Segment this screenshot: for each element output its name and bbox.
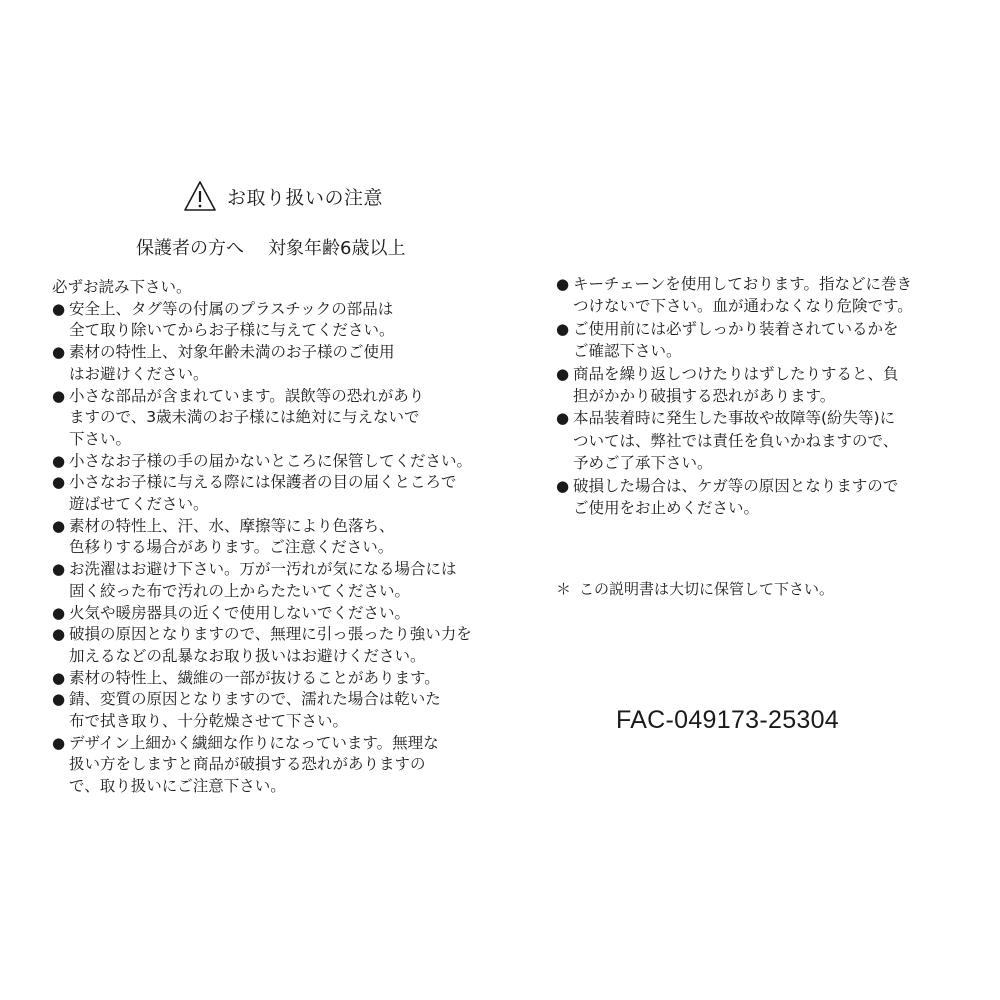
right-item-text: 破損した場合は、ケガ等の原因となりますので ご使用をお止めください。 (573, 476, 899, 518)
left-item (52, 472, 482, 515)
bullet-icon: ● (52, 690, 66, 709)
notice-title: お取り扱いの注意 (227, 186, 384, 209)
bullet-icon: ● (556, 319, 570, 338)
left-item (52, 342, 482, 385)
left-item-text: 安全上、タグ等の付属のプラスチックの部品は 全て取り除いてからお子様に与えてください。 (69, 299, 395, 340)
bullet-icon: ● (556, 275, 570, 293)
right-item-text: 本品装着時に発生した事故や故障等(紛失等)に ついては、弊社では責任を負いかねますので、 予めご了承下さい。 (573, 409, 899, 473)
left-item-text: 素材の特性上、繊維の一部が抜けることがあります。 (69, 668, 440, 687)
left-item (52, 624, 482, 667)
left-item (52, 689, 482, 732)
left-item (52, 516, 482, 559)
left-item-text: 素材の特性上、汗、水、摩擦等により色落ち、 色移りする場合があります。ご注意ください。 (69, 516, 395, 557)
left-item-text: 小さな部品が含まれています。誤飲等の恐れがあり ますので、3歳未満のお子様には絶対に与えないで 下さい。 (69, 386, 425, 448)
left-item (52, 733, 482, 798)
right-item (556, 407, 936, 474)
left-item-text: 破損の原因となりますので、無理に引っ張ったり強い力を 加えるなどの乱暴なお取り扱いはお避けください。 (69, 625, 472, 665)
left-item (52, 603, 482, 625)
right-item-text: キーチェーンを使用しております。指などに巻き つけないで下さい。血が通わなくなり危険です。 (573, 275, 913, 316)
left-item-text: 小さなお子様に与える際には保護者の目の届くところで 遊ばせてください。 (69, 473, 457, 514)
footnote-mark: ＊ (556, 580, 572, 598)
product-code: FAC-049173-25304 (616, 706, 840, 734)
left-item (52, 299, 482, 342)
left-item-text: 錆、変質の原因となりますので、濡れた場合は乾いた 布で拭き取り、十分乾燥させて下さい。 (69, 690, 441, 731)
audience-line (136, 234, 405, 260)
right-item (556, 318, 936, 363)
bullet-icon: ● (52, 299, 66, 318)
left-item (52, 559, 482, 602)
left-item-text: お洗濯はお避け下さい。万が一汚れが気になる場合には 固く絞った布で汚れの上からたたいてください。 (69, 560, 457, 600)
bullet-icon: ● (556, 409, 570, 428)
bullet-icon: ● (52, 668, 66, 687)
age-label: 対象年齢6歳以上 (268, 238, 406, 259)
left-item (52, 386, 482, 451)
bullet-icon: ● (52, 603, 66, 622)
right-item-text: 商品を繰り返しつけたりはずしたりすると、負 担がかかり破損する恐れがあります。 (573, 364, 899, 406)
left-column (52, 277, 482, 798)
bullet-icon: ● (52, 625, 66, 644)
bullet-icon: ● (52, 451, 66, 470)
bullet-icon: ● (52, 516, 66, 535)
bullet-icon: ● (52, 473, 66, 492)
footnote (556, 578, 834, 599)
bullet-icon: ● (52, 343, 66, 362)
bullet-icon: ● (52, 386, 66, 405)
left-item-text: デザイン上細かく繊細な作りになっています。無理な 扱い方をしますと商品が破損する恐れがありますの で、取り扱いにご注意下さい。 (69, 733, 439, 796)
left-item-text: 小さなお子様の手の届かないところに保管してください。 (69, 451, 473, 470)
left-item (52, 668, 482, 690)
notice-header (183, 180, 383, 212)
right-item-list (556, 273, 936, 519)
footnote-text: この説明書は大切に保管して下さい。 (579, 580, 835, 598)
right-item (556, 273, 936, 318)
right-item (556, 363, 936, 408)
intro-text: 必ずお読み下さい。 (52, 278, 192, 296)
left-item-text: 素材の特性上、対象年齢未満のお子様のご使用 はお避けください。 (69, 343, 395, 383)
left-item-text: 火気や暖房器具の近くで使用しないでください。 (69, 603, 411, 622)
bullet-icon: ● (556, 364, 570, 383)
bullet-icon: ● (556, 476, 570, 495)
left-item (52, 451, 482, 473)
warning-triangle-icon (183, 180, 217, 212)
bullet-icon: ● (52, 560, 66, 579)
right-item-text: ご使用前には必ずしっかり装着されているかを ご確認下さい。 (573, 319, 899, 361)
audience-label: 保護者の方へ (136, 238, 244, 259)
left-item-list (52, 299, 482, 798)
bullet-icon: ● (52, 733, 66, 752)
right-item (556, 475, 936, 520)
right-column (556, 273, 936, 519)
